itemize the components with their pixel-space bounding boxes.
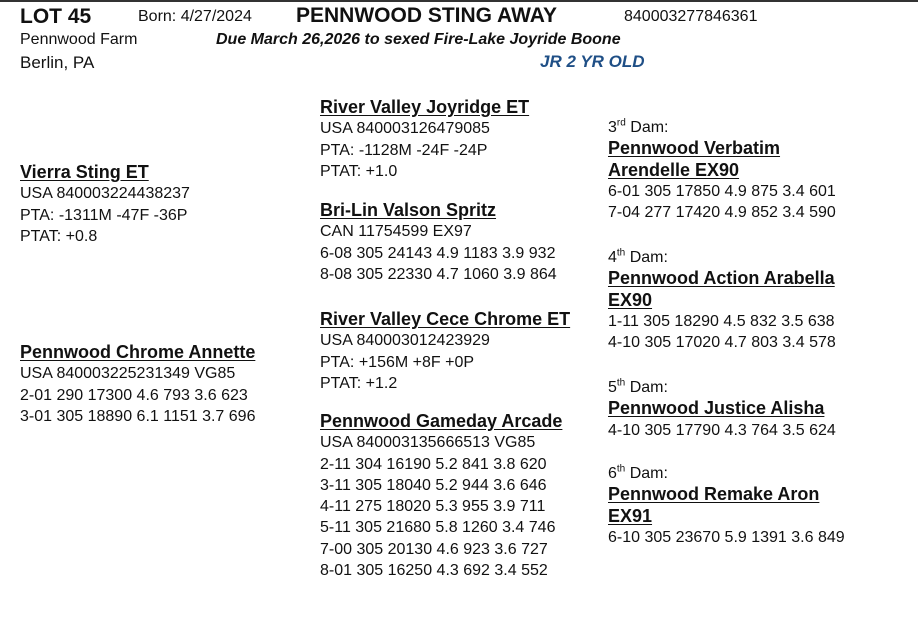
sixth-dam-name: Pennwood Remake Aron [608,484,820,505]
sire-dam-record-2: 8-08 305 22330 4.7 1060 3.9 864 [320,265,557,283]
sire-pta: PTA: -1311M -47F -36P [20,206,188,224]
dam-dam-name: Pennwood Gameday Arcade [320,411,563,431]
dam-dam-record: 3-11 305 18040 5.2 944 3.6 646 [320,476,547,494]
fourth-dam-name-cont: EX90 [608,289,653,310]
dam-dam-record: 4-11 275 18020 5.3 955 3.9 711 [320,498,546,516]
third-dam-name-cont: Arendelle EX90 [608,159,740,180]
fourth-dam-record-2: 4-10 305 17020 4.7 803 3.4 578 [608,334,836,352]
fourth-dam-label: 4th Dam: [608,247,668,266]
fourth-dam-record-1: 1-11 305 18290 4.5 832 3.5 638 [608,312,835,330]
dam-dam-record: 8-01 305 16250 4.3 692 3.4 552 [320,562,548,580]
dam-sire-block [320,309,570,394]
dam-name: Pennwood Chrome Annette [20,342,256,362]
dam-sire-name: River Valley Cece Chrome ET [320,309,571,329]
class-label: JR 2 YR OLD [540,52,645,71]
dam-reg: USA 840003225231349 VG85 [20,365,236,383]
animal-name-title: PENNWOOD STING AWAY [296,4,557,27]
sire-block [20,162,190,247]
third-dam-block [608,117,836,223]
fifth-dam-block [608,377,836,441]
sire-dam-record-1: 6-08 305 24143 4.9 1183 3.9 932 [320,244,556,262]
sire-dam-block [320,200,557,285]
sire-dam-name: Bri-Lin Valson Spritz [320,200,497,220]
birth-date: Born: 4/27/2024 [138,8,252,25]
third-dam-record-2: 7-04 277 17420 4.9 852 3.4 590 [608,204,836,222]
fifth-dam-label: 5th Dam: [608,377,668,396]
sixth-dam-block [608,463,845,548]
dam-record-2: 3-01 305 18890 6.1 1151 3.7 696 [20,407,256,425]
dam-dam-record: 5-11 305 21680 5.8 1260 3.4 746 [320,519,556,537]
sire-sire-ptat: PTAT: +1.0 [320,162,398,180]
dam-sire-ptat: PTAT: +1.2 [320,374,398,392]
sire-reg: USA 840003224438237 [20,185,190,203]
sixth-dam-record-1: 6-10 305 23670 5.9 1391 3.6 849 [608,528,845,546]
registration-number: 840003277846361 [624,8,758,25]
farm-name: Pennwood Farm [20,31,138,48]
sixth-dam-name-cont: EX91 [608,505,653,526]
sire-dam-reg: CAN 11754599 EX97 [320,223,472,241]
sire-sire-block [320,97,529,182]
third-dam-label: 3rd Dam: [608,117,669,136]
dam-sire-pta: PTA: +156M +8F +0P [320,353,475,371]
dam-sire-reg: USA 840003012423929 [320,332,490,350]
dam-dam-record: 7-00 305 20130 4.6 923 3.6 727 [320,540,548,558]
fourth-dam-block [608,247,836,353]
dam-block [20,342,255,427]
farm-location: Berlin, PA [20,53,95,72]
top-rule [0,0,918,2]
dam-dam-reg: USA 840003135666513 VG85 [320,434,536,452]
dam-record-1: 2-01 290 17300 4.6 793 3.6 623 [20,386,248,404]
dam-dam-record: 2-11 304 16190 5.2 841 3.8 620 [320,455,547,473]
sire-sire-name: River Valley Joyridge ET [320,97,530,117]
sire-ptat: PTAT: +0.8 [20,227,98,245]
lot-number: LOT 45 [20,5,92,28]
dam-dam-block [320,411,562,581]
sire-sire-pta: PTA: -1128M -24F -24P [320,141,488,159]
due-date-info: Due March 26,2026 to sexed Fire-Lake Joyride Boone [216,31,621,48]
fifth-dam-name: Pennwood Justice Alisha [608,398,825,419]
third-dam-name: Pennwood Verbatim [608,138,781,159]
fourth-dam-name: Pennwood Action Arabella [608,268,835,289]
sixth-dam-label: 6th Dam: [608,463,668,482]
sire-sire-reg: USA 840003126479085 [320,120,490,138]
sire-name: Vierra Sting ET [20,162,149,182]
fifth-dam-record-1: 4-10 305 17790 4.3 764 3.5 624 [608,421,836,439]
third-dam-record-1: 6-01 305 17850 4.9 875 3.4 601 [608,182,836,200]
